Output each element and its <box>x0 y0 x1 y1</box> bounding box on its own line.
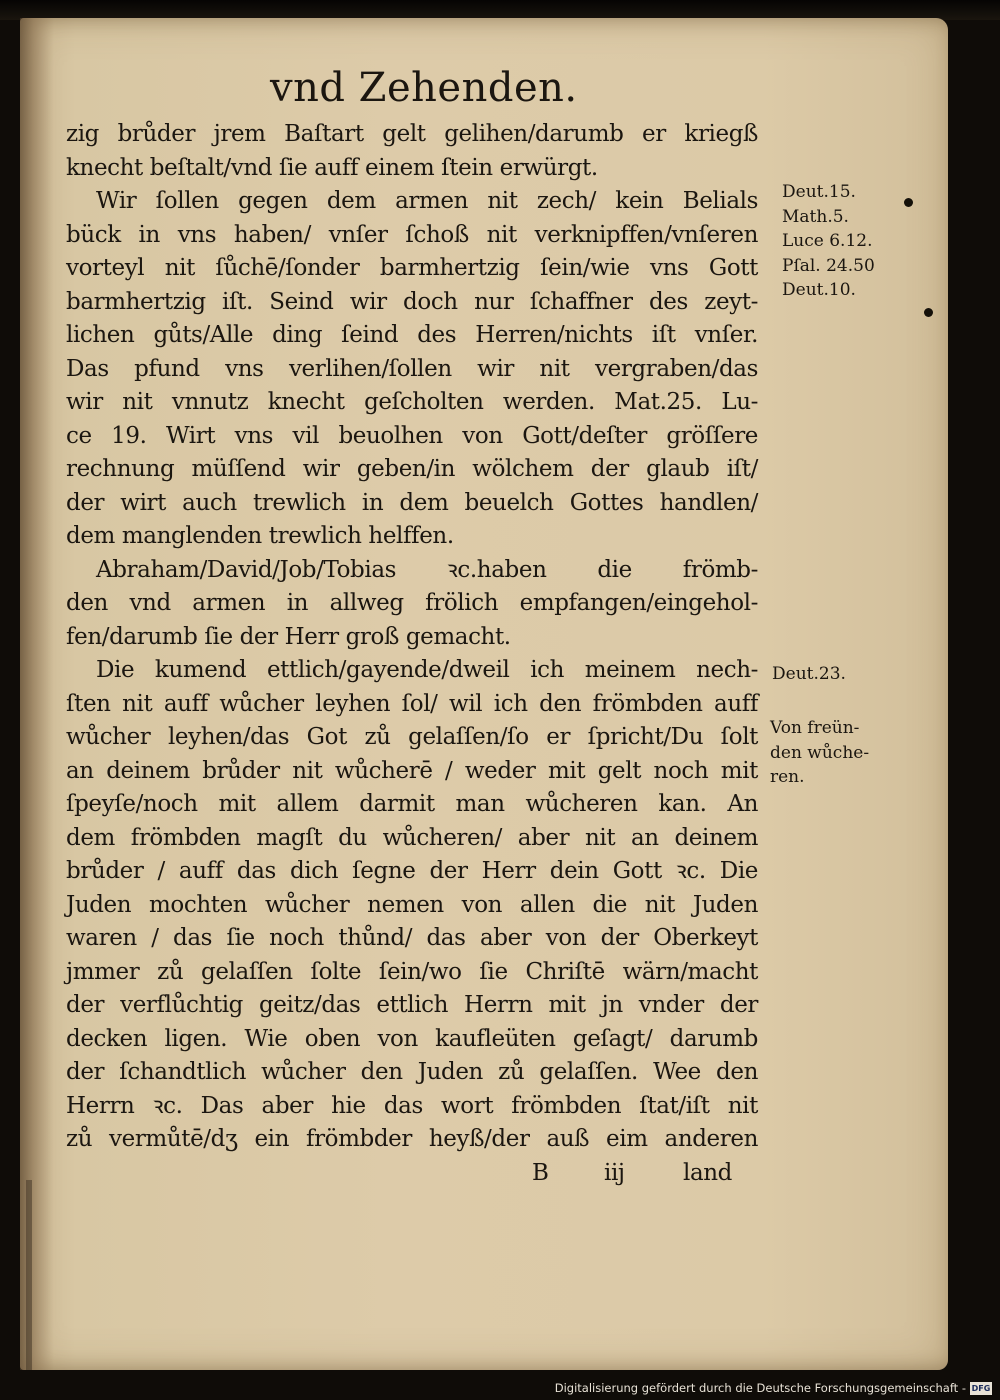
body-text-block <box>66 118 758 1190</box>
dfg-logo: DFG <box>971 1384 991 1393</box>
margin-note-line: Deut.10. <box>782 280 856 300</box>
marginal-citations <box>782 180 922 303</box>
ink-dot <box>924 308 933 317</box>
margin-note-line: den wůche- <box>770 742 870 763</box>
text-line: Das pfund vns verlihen/ſollen wir nit vergraben/das <box>66 355 758 382</box>
text-line: bück in vns haben/ vnſer ſchoß nit verknipffen/vnſeren <box>66 221 758 248</box>
text-line: der ſchandtlich wůcher den Juden zů gelaſſen. Wee den <box>66 1059 758 1085</box>
margin-note-line: Deut.23. <box>772 664 846 684</box>
margin-note-line: Von freün- <box>770 718 860 738</box>
text-line: der verflůchtig geitz/das ettlich Herrn mit jn vnder der <box>66 992 758 1018</box>
text-line: ſpeyſe/noch mit allem darmit man wůcheren kan. An <box>66 791 758 817</box>
margin-note-line: Deut.15. <box>782 182 856 202</box>
text-line: zig brůder jrem Baſtart gelt gelihen/darumb er kriegß <box>66 121 758 147</box>
margin-note-line: Math.5. <box>782 206 849 227</box>
text-line: vorteyl nit ſůchē/ſonder barmhertzig ſein/wie vns Gott <box>66 255 758 281</box>
margin-note-line: ren. <box>770 767 805 787</box>
text-line: wůcher leyhen/das Got zů gelaſſen/ſo er ſpricht/Du ſolt <box>66 724 758 750</box>
text-line: Abraham/David/Job/Tobias ꝛc.haben die frömb- <box>96 556 758 583</box>
footer-credit: Digitalisierung gefördert durch die Deutsche Forschungsgemeinschaft - <box>554 1381 966 1395</box>
scan-background <box>0 0 1000 20</box>
margin-note-line: Pſal. 24.50 <box>782 255 875 276</box>
text-line: dem frömbden magſt du wůcheren/ aber nit an deinem <box>66 824 758 851</box>
text-line: barmhertzig iſt. Seind wir doch nur ſchaffner des zeyt- <box>66 288 758 315</box>
text-line: Herrn ꝛc. Das aber hie das wort frömbden ſtat/iſt nit <box>66 1092 758 1119</box>
catchword: land <box>683 1159 733 1186</box>
text-line: knecht beſtalt/vnd ſie auff einem ſtein erwürgt. <box>66 154 598 181</box>
signature-folio: iij <box>604 1159 625 1186</box>
text-line: dem manglenden trewlich helffen. <box>66 523 454 549</box>
text-line: zů vermůtē/dʒ ein frömbder heyß/der auß eim anderen <box>66 1126 758 1152</box>
text-line: fen/darumb ſie der Herr groß gemacht. <box>66 623 511 650</box>
text-line: Wir ſollen gegen dem armen nit zech/ kein Belials <box>96 188 758 214</box>
page-gutter-shadow <box>20 18 54 1370</box>
text-line: den vnd armen in allweg frölich empfangen/eingehol- <box>66 590 758 616</box>
text-line: jmmer zů gelaſſen ſolte ſein/wo ſie Chriſtē wärn/macht <box>66 958 758 985</box>
digitization-footer <box>0 1378 1000 1400</box>
text-line: ce 19. Wirt vns vil beuolhen von Gott/deſter gröſſere <box>66 422 758 449</box>
text-line: an deinem brůder nit wůcherē / weder mit gelt noch mit <box>66 757 758 784</box>
ruler-strip <box>26 1180 32 1370</box>
text-line: waren / das ſie noch thůnd/ das aber von der Oberkeyt <box>66 925 758 951</box>
marginal-gloss <box>770 716 910 790</box>
text-line: wir nit vnnutz knecht geſcholten werden. Mat.25. Lu- <box>66 389 758 415</box>
text-line: Juden mochten wůcher nemen von allen die nit Juden <box>66 891 758 918</box>
text-line: ſten nit auff wůcher leyhen ſol/ wil ich den frömbden auff <box>66 690 758 717</box>
ink-dot <box>904 198 913 207</box>
text-line: rechnung müſſend wir geben/in wölchem der glaub iſt/ <box>66 456 758 482</box>
text-line: decken ligen. Wie oben von kaufleüten geſagt/ darumb <box>66 1025 758 1052</box>
margin-note-line: Luce 6.12. <box>782 231 873 251</box>
marginal-citation-deut <box>772 662 912 687</box>
text-line: Die kumend ettlich/gayende/dweil ich meinem nech- <box>96 657 758 683</box>
signature-line <box>66 1157 758 1191</box>
text-line: der wirt auch trewlich in dem beuelch Gottes handlen/ <box>66 489 758 516</box>
text-line: lichen gůts/Alle ding ſeind des Herren/nichts iſt vnſer. <box>66 322 758 348</box>
signature-mark: B <box>532 1159 549 1186</box>
text-line: brůder / auff das dich ſegne der Herr dein Gott ꝛc. Die <box>66 858 758 884</box>
running-head: vnd Zehenden. <box>270 65 578 111</box>
